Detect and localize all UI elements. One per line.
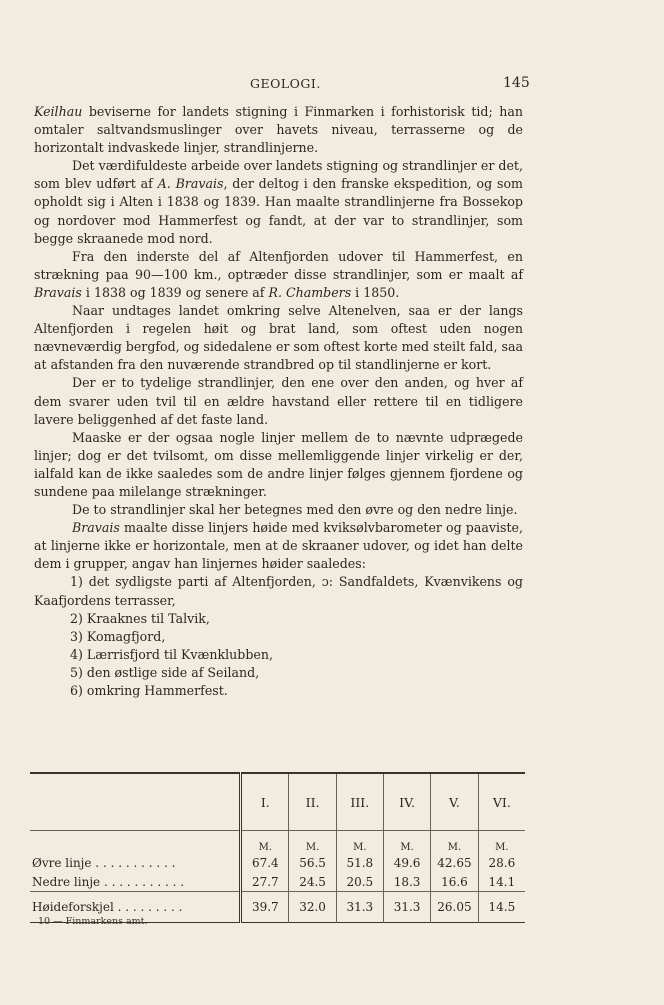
unit-label: M. — [336, 831, 383, 854]
author-name: Keilhau — [34, 104, 83, 119]
column-header: II. — [289, 773, 336, 831]
unit-label: M. — [289, 831, 336, 854]
paragraph-7: De to strandlinjer skal her betegnes med den øvre og den nedre linje. — [72, 502, 518, 518]
table-cell: 16.6 — [431, 872, 479, 892]
table-cell: 67.4 — [241, 853, 289, 872]
table-cell: 27.7 — [241, 872, 289, 892]
column-header: I. — [241, 773, 289, 831]
table-cell: 28.6 — [488, 855, 516, 870]
body-text — [34, 103, 523, 700]
table-cell: 26.05 — [431, 892, 479, 923]
table-cell: 42.65 — [431, 853, 479, 872]
unit-row — [30, 831, 525, 854]
table-cell: 20.5 — [336, 872, 383, 892]
table-cell: 31.3 — [336, 892, 383, 923]
list-item: 3) Komagfjord, — [70, 628, 166, 644]
author-name: Bravais — [72, 520, 120, 536]
author-name: A. Bravais — [157, 176, 224, 192]
table-cell: 56.5 — [289, 853, 336, 872]
running-header — [0, 76, 664, 96]
paragraph-1: Keilhau beviserne for landets stigning i Finmarken i forhistorisk tid; han omtaler saltvandsmuslinger over havets niveau, terrasserne og de horizontalt indvaskede linjer, strandlinjerne. — [34, 104, 523, 156]
list-item: 2) Kraaknes til Talvik, — [70, 610, 210, 626]
row-label: Øvre linje . . . . . . . . . . . — [30, 853, 241, 872]
table-cell: 31.3 — [383, 892, 430, 923]
list-item: 1) det sydligste parti af Altenfjorden, ɔ: Sandfaldets, Kvænvikens og Kaafjordens terrasser, — [34, 574, 523, 608]
height-table — [30, 772, 525, 923]
unit-label: M. — [431, 831, 479, 854]
table-row-lower — [30, 872, 525, 892]
page-number: 145 — [503, 75, 530, 91]
table-cell: 49.6 — [383, 853, 430, 872]
signature-footer: 10 — Finmarkens amt. — [38, 916, 148, 927]
table-row-upper — [30, 853, 525, 872]
paragraph-3: Fra den inderste del af Altenfjorden udover til Hammerfest, en strækning paa 90—100 km., optræder disse strandlinjer, som er maalt af Bravais i 1838 og 1839 og senere af R. Chambers i 1850. — [34, 248, 523, 300]
table-cell: 14.1 — [488, 874, 516, 889]
table-corner — [30, 773, 241, 831]
table-header-row — [30, 773, 525, 831]
paragraph-4: Naar undtages landet omkring selve Altenelven, saa er der langs Altenfjorden i regelen høit og brat land, som oftest uden nogen nævneværdig bergfod, og sidedalene er som oftest korte med steilt fald, saa at afstanden fra den nuværende strandbred op til standlinjerne er kort. — [34, 303, 523, 373]
column-header: III. — [336, 773, 383, 831]
paragraph-2: Det værdifuldeste arbeide over landets stigning og strandlinjer er det, som blev udført af A. Bravais, der deltog i den franske ekspedition, og som opholdt sig i Alten i 1838 og 1839. Han maalte strandlinjerne fra Bossekop og nordover mod Hammerfest og fandt, at der var to strandlinjer, som begge skraanede mod nord. — [34, 158, 523, 246]
list-item: 4) Lærrisfjord til Kvænklubben, — [70, 646, 273, 662]
table-cell: 51.8 — [336, 853, 383, 872]
table-cell: 32.0 — [289, 892, 336, 923]
table-cell: 24.5 — [289, 872, 336, 892]
running-title: GEOLOGI. — [250, 76, 321, 91]
table-cell: 14.5 — [478, 892, 525, 923]
table-cell: 39.7 — [241, 892, 289, 923]
unit-label: M. — [495, 842, 509, 853]
paragraph-5: Der er to tydelige strandlinjer, den ene over den anden, og hver af dem svarer uden tvil til en ældre havstand eller rettere til en tidligere lavere beliggenhed af det faste land. — [34, 375, 523, 427]
author-name: Bravais — [34, 284, 82, 300]
author-name: R. Chambers — [268, 284, 352, 300]
paragraph-8: Bravais maalte disse linjers høide med kviksølvbarometer og paaviste, at linjerne ikke er horizontale, men at de skraaner udover, og idet han delte dem i grupper, angav han linjernes høider saaledes: — [34, 520, 523, 572]
row-label: Nedre linje . . . . . . . . . . . — [30, 872, 241, 892]
paragraph-6: Maaske er der ogsaa nogle linjer mellem de to nævnte udprægede linjer; dog er det tvilsomt, om disse mellemliggende linjer virkelig er der, ialfald kan de ikke saaledes som de andre linjer følges gjennem fjordene og sundene paa milelange strækninger. — [34, 429, 523, 499]
list-item: 5) den østlige side af Seiland, — [70, 664, 260, 680]
column-header: IV. — [383, 773, 430, 831]
unit-label: M. — [241, 831, 289, 854]
column-header: V. — [431, 773, 479, 831]
unit-label: M. — [383, 831, 430, 854]
table-cell: 18.3 — [383, 872, 430, 892]
row-label: Høideforskjel . . . . . . . . . — [30, 892, 241, 923]
list-item: 6) omkring Hammerfest. — [70, 683, 228, 698]
column-header: VI. — [478, 773, 525, 831]
